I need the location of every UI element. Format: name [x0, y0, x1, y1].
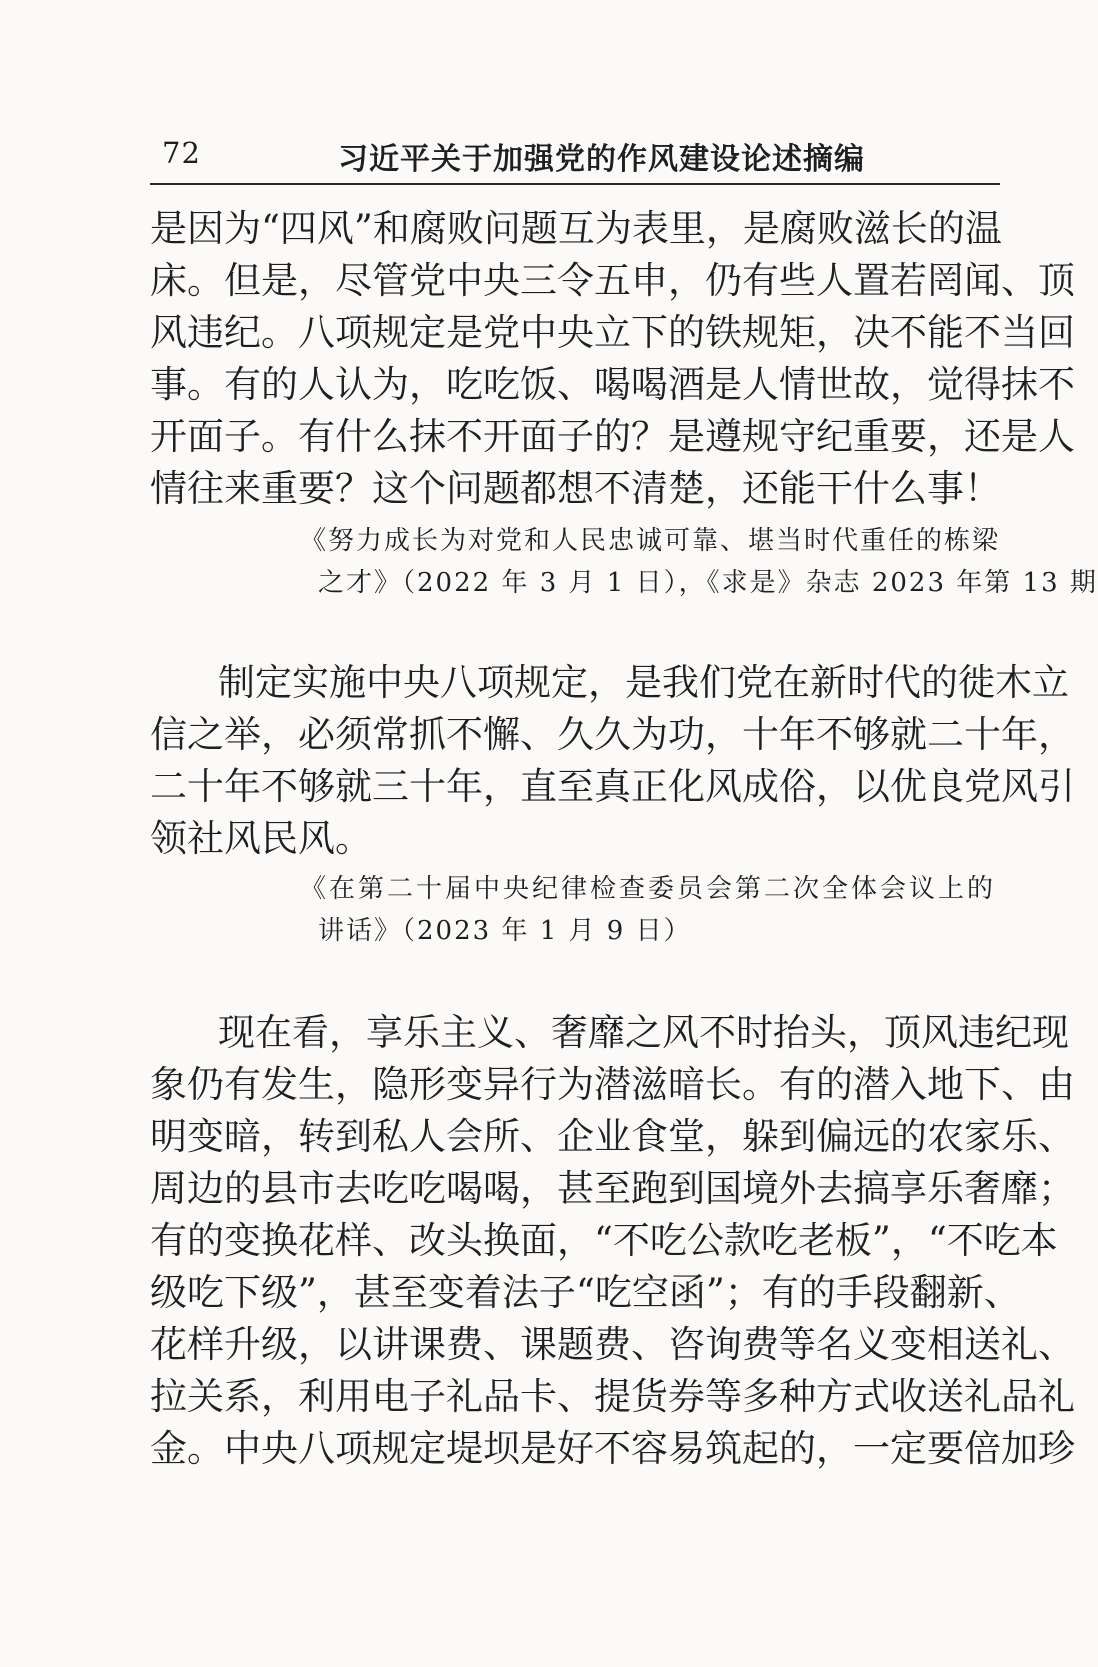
header-rule — [150, 183, 1000, 185]
body-line: 领社风民风。 — [150, 817, 372, 860]
book-title: 习近平关于加强党的作风建设论述摘编 — [338, 142, 865, 177]
body-line: 风违纪。八项规定是党中央立下的铁规矩，决不能不当回 — [150, 311, 1075, 354]
body-line: 有的变换花样、改头换面，“不吃公款吃老板”，“不吃本 — [150, 1219, 1058, 1262]
body-line: 制定实施中央八项规定，是我们党在新时代的徙木立 — [218, 661, 1069, 704]
source-citation: 之才》（2022 年 3 月 1 日），《求是》杂志 2023 年第 13 期 — [318, 568, 1098, 598]
body-line: 是因为“四风”和腐败问题互为表里，是腐败滋长的温 — [150, 207, 1002, 250]
source-citation: 《在第二十届中央纪律检查委员会第二次全体会议上的 — [300, 874, 995, 904]
source-citation: 讲话》（2023 年 1 月 9 日） — [318, 916, 692, 946]
body-line: 事。有的人认为，吃吃饭、喝喝酒是人情世故，觉得抹不 — [150, 363, 1075, 406]
body-line: 象仍有发生，隐形变异行为潜滋暗长。有的潜入地下、由 — [150, 1063, 1075, 1106]
source-citation: 《努力成长为对党和人民忠诚可靠、堪当时代重任的栋梁 — [300, 526, 1001, 556]
body-line: 花样升级，以讲课费、课题费、咨询费等名义变相送礼、 — [150, 1323, 1075, 1366]
body-line: 金。中央八项规定堤坝是好不容易筑起的，一定要倍加珍 — [150, 1427, 1075, 1470]
body-line: 现在看，享乐主义、奢靡之风不时抬头，顶风违纪现 — [218, 1011, 1069, 1054]
running-head — [150, 132, 995, 176]
body-line: 周边的县市去吃吃喝喝，甚至跑到国境外去搞享乐奢靡； — [150, 1167, 1075, 1210]
body-line: 情往来重要？这个问题都想不清楚，还能干什么事！ — [150, 467, 1001, 510]
body-line: 明变暗，转到私人会所、企业食堂，躲到偏远的农家乐、 — [150, 1115, 1075, 1158]
body-line: 开面子。有什么抹不开面子的？是遵规守纪重要，还是人 — [150, 415, 1075, 458]
body-line: 床。但是，尽管党中央三令五申，仍有些人置若罔闻、顶 — [150, 259, 1075, 302]
body-line: 二十年不够就三十年，直至真正化风成俗，以优良党风引 — [150, 765, 1075, 808]
body-line: 级吃下级”，甚至变着法子“吃空函”；有的手段翻新、 — [150, 1271, 1021, 1314]
body-line: 信之举，必须常抓不懈、久久为功，十年不够就二十年， — [150, 713, 1075, 756]
body-line: 拉关系，利用电子礼品卡、提货券等多种方式收送礼品礼 — [150, 1375, 1075, 1418]
page-number: 72 — [162, 136, 201, 170]
